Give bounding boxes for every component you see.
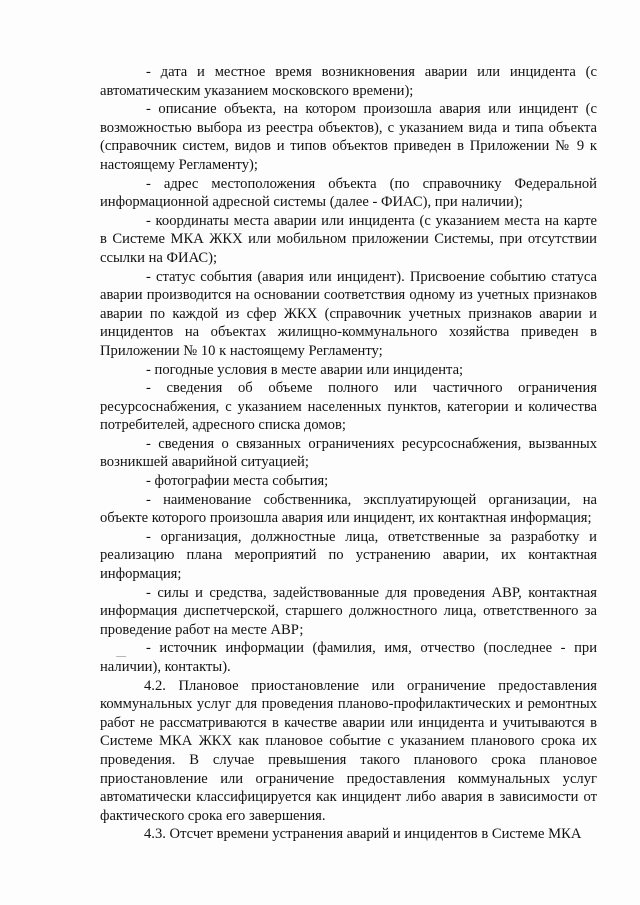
paragraph-1: - дата и местное время возникновения аварии или инцидента (с автоматическим указанием московского времени); — [100, 64, 597, 99]
paragraph-4: - координаты места аварии или инцидента (с указанием места на карте в Системе МКА ЖКХ или мобильном приложении Системы, при отсутствии ссылки на ФИАС); — [100, 212, 597, 266]
paragraph-8: - сведения о связанных ограничениях ресурсоснабжения, вызванных возникшей аварийной ситуацией; — [100, 435, 597, 471]
paragraph-6: - погодные условия в месте аварии или инцидента; — [146, 361, 464, 378]
section-4-3: 4.3. Отсчет времени устранения аварий и инцидентов в Системе МКА — [144, 826, 582, 843]
paragraph-5: - статус события (авария или инцидент). Присвоение событию статуса аварии производится на основании соответствия одному из учетных признаков аварии по каждой из сфер ЖКХ (справочник учетных признаков аварии и инцидентов на объектах жилищно-коммунального хозяйства приведен в Приложении № 10 к настоящему Регламенту; — [100, 268, 597, 359]
section-4-2: 4.2. Плановое приостановление или ограничение предоставления коммунальных услуг для проведения планово-профилактических и ремонтных работ не рассматриваются в качестве аварии или инцидента и учитываются в Системе МКА ЖКХ как плановое событие с указанием планового срока их проведения. В случае превышения такого планового срока плановое приостановление или ограничение предоставления коммунальных услуг автоматически классифицируется как инцидент либо авария в зависимости от фактического срока его завершения. — [100, 677, 597, 824]
paragraph-7: - сведения об объеме полного или частичного ограничения ресурсоснабжения, с указанием населенных пунктов, категории и количества потребителей, адресного списка домов; — [100, 380, 597, 434]
paragraph-11: - организация, должностные лица, ответственные за разработку и реализацию плана мероприятий по устранению аварии, их контактная информация; — [100, 528, 597, 583]
paragraph-2: - описание объекта, на котором произошла авария или инцидент (с возможностью выбора из реестра объектов), с указанием вида и типа объекта (справочник систем, видов и типов объектов приведен в Приложении № 9 к настоящему Регламенту); — [100, 101, 597, 173]
paragraph-13: - источник информации (фамилия, имя, отчество (последнее - при наличии), контакты). — [100, 640, 597, 675]
paragraph-3: - адрес местоположения объекта (по справочнику Федеральной информационной адресной системы (далее - ФИАС), при наличии); — [100, 175, 597, 211]
document-body — [100, 63, 597, 844]
paragraph-10: - наименование собственника, эксплуатирующей организации, на объекте которого произошла авария или инцидент, их контактная информация; — [100, 491, 597, 527]
paragraph-12: - силы и средства, задействованные для проведения АВР, контактная информация диспетчерской, старшего должностного лица, ответственного за проведение работ на месте АВР; — [100, 584, 597, 638]
paragraph-9: - фотографии места события; — [146, 473, 329, 490]
